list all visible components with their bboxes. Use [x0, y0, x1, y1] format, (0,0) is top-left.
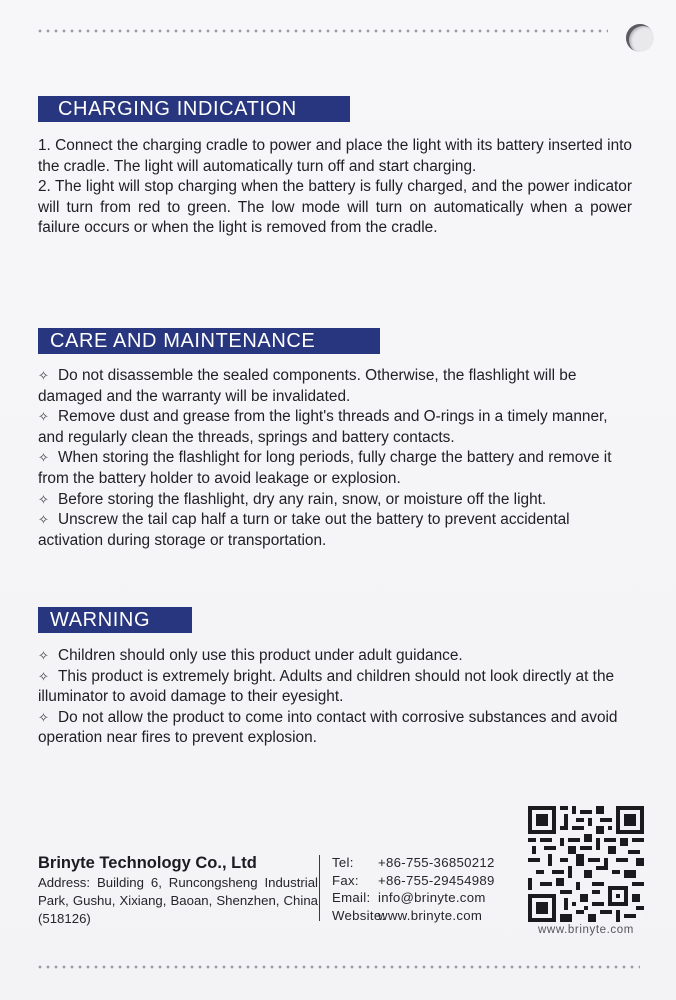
sparkle-bullet-icon: ✧	[38, 648, 49, 663]
contact-value: info@brinyte.com	[378, 890, 486, 906]
care-item-text: Unscrew the tail cap half a turn or take out the battery to prevent accidental activation during storage or transportation.	[38, 511, 570, 549]
care-item-text: Do not disassemble the sealed components. Otherwise, the flashlight will be damaged and the warranty will be invalidated.	[38, 367, 577, 405]
care-item	[38, 407, 632, 448]
warning-item	[38, 708, 632, 749]
contact-label: Email:	[332, 890, 371, 906]
care-item-text: Before storing the flashlight, dry any rain, snow, or moisture off the light.	[58, 490, 547, 508]
sparkle-bullet-icon: ✧	[38, 409, 49, 425]
warning-item	[38, 667, 632, 708]
contact-fax	[332, 872, 518, 890]
warning-item-text: This product is extremely bright. Adults and children should not look directly at the illuminator to avoid damage to their eyesight.	[38, 667, 615, 706]
company-info	[38, 853, 318, 928]
warning-item-text: Children should only use this product under adult guidance.	[58, 647, 463, 664]
contact-email	[332, 889, 518, 907]
care-item	[38, 510, 632, 551]
top-dotted-border	[36, 29, 608, 33]
warning-item-text: Do not allow the product to come into contact with corrosive substances and avoid operation near fires to prevent explosion.	[38, 708, 618, 747]
care-item	[38, 448, 632, 489]
hang-hole	[626, 24, 654, 52]
qr-caption: www.brinyte.com	[538, 924, 634, 936]
care-item	[38, 366, 632, 407]
company-address: Address: Building 6, Runcongsheng Industrial Park, Gushu, Xixiang, Baoan, Shenzhen, China (518126)	[38, 875, 318, 926]
warning-list	[38, 646, 632, 749]
charging-indication-text	[38, 136, 632, 239]
qr-code-icon	[528, 806, 644, 922]
contact-tel	[332, 854, 518, 872]
warning-item	[38, 646, 632, 667]
footer-divider	[319, 855, 320, 921]
charging-step-2: 2. The light will stop charging when the battery is fully charged, and the power indicator will turn from red to green. The low mode will turn on automatically when a power failure occurs or when the light is removed from the cradle.	[38, 178, 632, 237]
sparkle-bullet-icon: ✧	[38, 450, 49, 466]
care-item	[38, 490, 632, 511]
contact-details	[332, 854, 518, 924]
contact-website	[332, 907, 518, 925]
contact-value: +86-755-36850212	[378, 855, 495, 870]
charging-indication-heading: CHARGING INDICATION	[38, 96, 350, 122]
contact-label: Fax:	[332, 872, 359, 888]
charging-step-1: 1. Connect the charging cradle to power and place the light with its battery inserted into the cradle. The light will automatically turn off and start charging.	[38, 137, 632, 175]
contact-label: Tel:	[332, 855, 354, 870]
sparkle-bullet-icon: ✧	[38, 491, 49, 507]
care-item-text: When storing the flashlight for long periods, fully charge the battery and remove it from the battery holder to avoid leakage or explosion.	[38, 449, 612, 487]
care-maintenance-list	[38, 366, 632, 551]
bottom-dotted-border	[36, 965, 640, 969]
care-item-text: Remove dust and grease from the light's threads and O-rings in a timely manner, and regularly clean the threads, springs and battery contacts.	[38, 408, 608, 446]
sparkle-bullet-icon: ✧	[38, 709, 49, 725]
care-maintenance-heading: CARE AND MAINTENANCE	[38, 328, 380, 354]
sparkle-bullet-icon: ✧	[38, 368, 49, 383]
contact-label: Website:	[332, 907, 386, 923]
sparkle-bullet-icon: ✧	[38, 512, 49, 528]
company-name: Brinyte Technology Co., Ltd	[38, 854, 257, 872]
warning-heading: WARNING	[38, 607, 192, 633]
contact-value: www.brinyte.com	[378, 907, 483, 923]
contact-value: +86-755-29454989	[378, 872, 495, 888]
sparkle-bullet-icon: ✧	[38, 668, 49, 684]
